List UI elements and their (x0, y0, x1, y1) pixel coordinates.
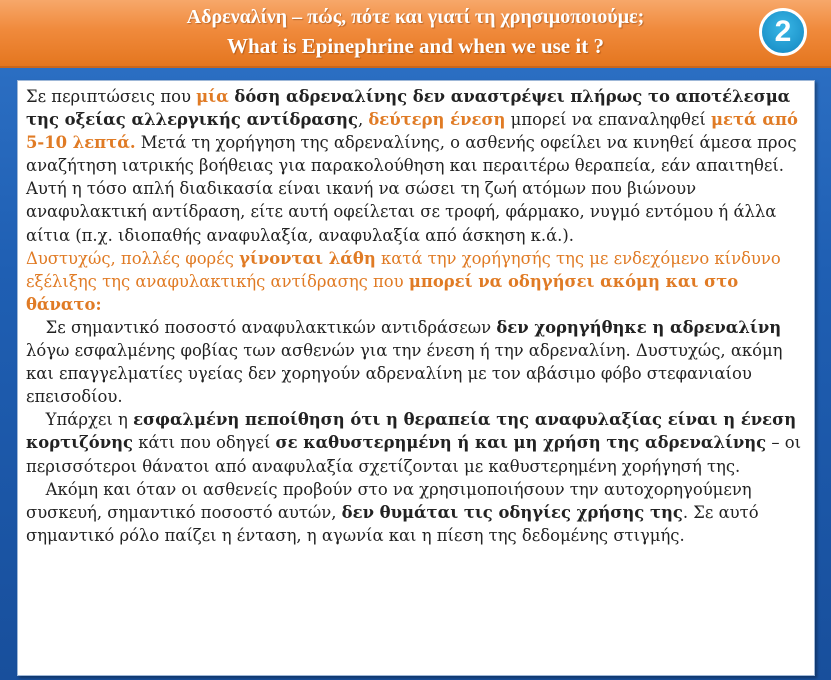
bold-false-belief: εσφαλμένη πεποίθηση ότι η θεραπεία της αναφυλαξίας είναι η ένεση κορτιζόνης (26, 410, 797, 453)
paragraph-instructions (26, 478, 806, 547)
page-title-english: What is Epinephrine and when we use it ? (227, 34, 604, 58)
highlight-single: μία (196, 87, 229, 106)
text-run: Σε περιπτώσεις που (26, 87, 197, 106)
highlight-interval: μετά από 5-10 λεπτά. (26, 110, 798, 153)
content-text (26, 85, 806, 547)
highlight-errors: γίνονται λάθη (239, 248, 376, 268)
bold-forget-instructions: δεν θυμάται τις οδηγίες χρήσης της (341, 502, 683, 522)
text-run: κάτι που οδηγεί (133, 433, 276, 453)
text-run: Μετά τη χορήγηση της αδρεναλίνης, ο ασθενής οφείλει να κινηθεί άμεσα προς αναζήτηση ιατρικής βοήθειας για παρακολούθηση και περαιτέρω θεραπεία, εάν απαιτηθεί. Αυτή η τόσο απλή διαδικασία είναι ικανή να σώσει τη ζωή ατόμων που βιώνουν αναφυλακτική αντίδραση, είτε αυτή οφείλεται σε τροφή, φάρμακο, νυγμό εντόμου ή άλλα αίτια (π.χ. ιδιοπαθής αναφυλαξία, αναφυλαξία από άσκηση κ.ά.). (26, 133, 797, 245)
bold-dose-text: δόση αδρεναλίνης δεν αναστρέψει πλήρως το αποτέλεσμα της οξείας αλλεργικής αντίδρασης (26, 87, 791, 130)
text-run: . Σε αυτό σημαντικό ρόλο παίζει η ένταση, η αγωνία και η πίεση της δεδομένης στιγμής. (26, 502, 759, 545)
text-run: Υπάρχει η (45, 410, 134, 430)
title-banner (0, 0, 831, 68)
highlight-second-injection: δεύτερη ένεση (368, 110, 506, 130)
highlight-death-risk: μπορεί να οδηγήσει ακόμη και στο θάνατο: (26, 271, 739, 314)
page-title-greek: Αδρεναλίνη – πώς, πότε και γιατί τη χρησιμοποιούμε; (186, 6, 645, 28)
text-run: Σε σημαντικό ποσοστό αναφυλακτικών αντιδράσεων (45, 317, 497, 337)
paragraph-dose-repeat (26, 85, 806, 247)
text-run: – οι περισσότεροι θάνατοι από αναφυλαξία σχετίζονται με καθυστερημένη χορήγησή της. (26, 433, 802, 476)
text-run: , (357, 110, 369, 130)
text-run: μπορεί να επαναληφθεί (505, 110, 712, 130)
text-run: κατά την χορήγησής της με ενδεχόμενο κίνδυνο εξέλιξης της αναφυλακτικής αντίδρασης που (26, 248, 781, 291)
text-run: Δυστυχώς, πολλές φορές (26, 248, 240, 268)
bold-not-administered: δεν χορηγήθηκε η αδρεναλίνη (496, 317, 782, 337)
bold-delayed-use: σε καθυστερημένη ή και μη χρήση της αδρεναλίνης (275, 433, 767, 453)
paragraph-cortisone-belief (26, 408, 806, 477)
paragraph-not-administered (26, 316, 806, 408)
content-card (17, 80, 815, 676)
slide-number-badge: 2 (759, 8, 807, 56)
text-run: λόγω εσφαλμένης φοβίας των ασθενών για την ένεση ή την αδρεναλίνη. Δυστυχώς, ακόμη και επαγγελματίες υγείας δεν χορηγούν αδρεναλίνη με τον αβάσιμο φόβο στεφανιαίου επεισοδίου. (26, 341, 783, 407)
text-run: Ακόμη και όταν οι ασθενείς προβούν στο να χρησιμοποιήσουν την αυτοχορηγούμενη συσκευή, σημαντικό ποσοστό αυτών, (26, 479, 752, 522)
paragraph-errors (26, 247, 806, 316)
